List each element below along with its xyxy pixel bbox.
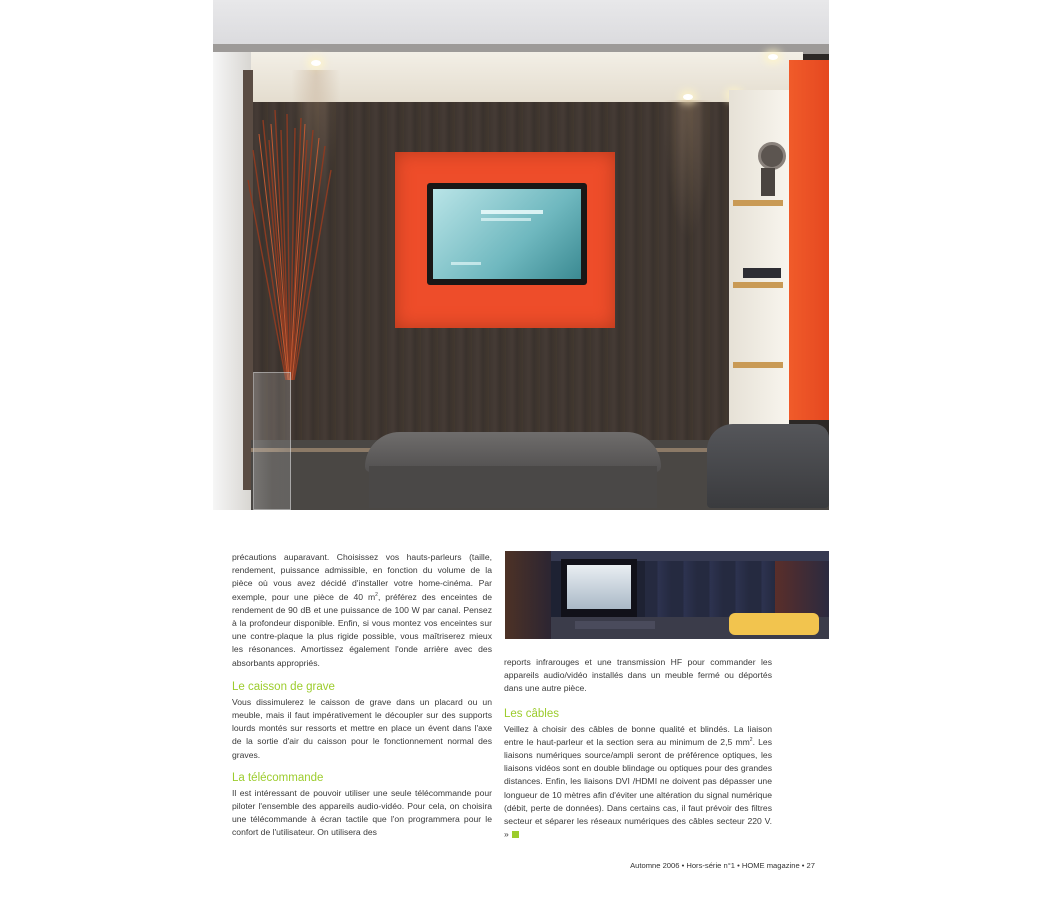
photo-light-glow: [663, 100, 713, 240]
section-heading-cables: Les câbles: [504, 707, 559, 720]
section-heading-remote: La télécommande: [232, 771, 324, 784]
photo-armchair: [707, 424, 829, 508]
photo-shelf: [733, 282, 783, 288]
intro-text: précautions auparavant. Choisissez vos hauts-parleurs (taille, rendement, puissance admissible, en fonction du volume de la pièce où vous avez décidé d'installer votre home-cinéma. Par exemple, pour une pièce de 40 m: [232, 552, 492, 602]
photo-spotlight: [768, 54, 778, 60]
photo-shelf: [733, 362, 783, 368]
photo-stage-riser: [575, 621, 655, 629]
intro-paragraph: [232, 551, 492, 670]
photo-yellow-sofa: [729, 613, 819, 635]
photo-orange-wall: [789, 60, 829, 420]
photo-dvd-player: [743, 268, 781, 278]
photo-tv-menu: [481, 218, 531, 221]
section-heading-subwoofer: Le caisson de grave: [232, 680, 335, 693]
photo-film-reel: [758, 142, 786, 170]
photo-ceiling: [505, 551, 829, 561]
cables-text: . Les liaisons numériques source/ampli seront de préférence optiques, les liaisons vidéos sont en double blindage ou optiques pour des grandes distances. Enfin, les liaisons DVI /HDMI ne doivent pas dépasser une longueur de 10 mètres afin d'éviter une altération du signal numérique (débit, perte de données). Dans certains cas, il faut prévoir des filtres secteur et séparer les réseaux numériques des câbles secteur 220 V. »: [504, 736, 772, 840]
photo-acoustic-wall: [645, 561, 775, 621]
photo-glass-vase: [253, 372, 291, 510]
photo-spotlight: [311, 60, 321, 66]
magazine-page: [213, 0, 829, 900]
page-footer: Automne 2006 • Hors-série n°1 • HOME magazine • 27: [630, 861, 815, 870]
photo-film-reel-base: [761, 168, 775, 196]
photo-shelf-niche: [729, 90, 789, 430]
photo-left-wall: [505, 551, 551, 639]
photo-tv-screen: [433, 189, 581, 279]
photo-tv-menu: [481, 210, 543, 214]
left-text-column: [232, 551, 492, 840]
end-mark-square: [512, 831, 519, 838]
section-body-remote: Il est intéressant de pouvoir utiliser une seule télécommande pour piloter l'ensemble des appareils audio-vidéo. Pour cela, on choisira une télécommande à écran tactile que l'on programmera pour le confort de l'utilisateur. On utilisera des: [232, 787, 492, 838]
superscript: 2: [749, 736, 753, 743]
photo-projection-screen: [567, 565, 631, 609]
cables-text: Veillez à choisir des câbles de bonne qualité et blindés. La liaison entre le haut-parleur et la section sera au minimum de 2,5 mm: [504, 723, 772, 747]
photo-sofa-seat: [369, 466, 657, 508]
intro-text: , préférez des enceintes de rendement de 90 dB et une puissance de 100 W par canal. Pensez à la profondeur disponible. Enfin, si vous montez vos enceintes sur une contre-plaque la plus rigide possible, vous maîtriserez mieux les résonances. Amortissez également l'onde arrière avec des absorbants appropriés.: [232, 591, 492, 668]
photo-decorative-stems: [243, 110, 333, 380]
photo-tv-menu: [451, 262, 481, 265]
hero-photo: [213, 0, 829, 510]
superscript: 2: [375, 591, 378, 598]
right-text-column: [504, 656, 772, 841]
photo-shelf: [733, 200, 783, 206]
secondary-photo: [505, 551, 829, 639]
continued-paragraph: reports infrarouges et une transmission HF pour commander les appareils audio/vidéo installés dans un meuble fermé ou déportés dans une autre pièce.: [504, 657, 772, 694]
section-body-cables: [504, 723, 772, 842]
section-body-subwoofer: Vous dissimulerez le caisson de grave dans un placard ou un meuble, mais il faut impérativement le découpler sur des supports lourds montés sur ressorts et mettre en place un évent dans l'axe de la sortie d'air du caisson pour le fonctionnement normal des graves.: [232, 696, 492, 760]
